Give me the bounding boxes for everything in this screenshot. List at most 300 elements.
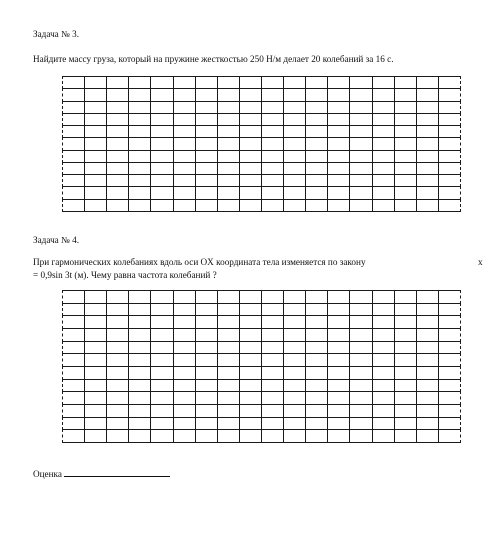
grid-cell[interactable]: [394, 290, 417, 304]
grid-cell[interactable]: [349, 88, 372, 101]
grid-cell[interactable]: [195, 101, 218, 114]
grid-cell[interactable]: [239, 137, 262, 150]
grid-cell[interactable]: [150, 113, 173, 126]
grid-cell[interactable]: [283, 162, 306, 175]
grid-cell[interactable]: [394, 366, 417, 380]
grid-cell[interactable]: [261, 429, 284, 443]
grid-cell[interactable]: [84, 290, 107, 304]
grid-cell[interactable]: [195, 341, 218, 355]
grid-cell[interactable]: [261, 186, 284, 199]
grid-cell[interactable]: [173, 290, 196, 304]
grid-cell[interactable]: [84, 417, 107, 431]
grid-cell[interactable]: [305, 199, 328, 212]
grid-cell[interactable]: [327, 199, 350, 212]
grid-cell[interactable]: [394, 162, 417, 175]
grid-cell[interactable]: [261, 417, 284, 431]
grid-cell[interactable]: [327, 162, 350, 175]
grid-cell[interactable]: [372, 88, 395, 101]
grid-cell[interactable]: [62, 379, 85, 393]
grid-cell[interactable]: [327, 101, 350, 114]
grid-cell[interactable]: [84, 391, 107, 405]
grid-cell[interactable]: [128, 366, 151, 380]
grade-signature-line[interactable]: [64, 468, 170, 477]
grid-cell[interactable]: [394, 303, 417, 317]
grid-cell[interactable]: [283, 366, 306, 380]
grid-cell[interactable]: [150, 303, 173, 317]
grid-cell[interactable]: [416, 88, 439, 101]
grid-cell[interactable]: [173, 186, 196, 199]
grid-cell[interactable]: [106, 150, 129, 163]
grid-cell[interactable]: [261, 290, 284, 304]
grid-cell[interactable]: [217, 101, 240, 114]
grid-cell[interactable]: [173, 429, 196, 443]
grid-cell[interactable]: [349, 429, 372, 443]
grid-cell[interactable]: [283, 341, 306, 355]
grid-cell[interactable]: [416, 429, 439, 443]
grid-cell[interactable]: [261, 162, 284, 175]
grid-cell[interactable]: [327, 341, 350, 355]
grid-cell[interactable]: [327, 353, 350, 367]
grid-cell[interactable]: [62, 186, 85, 199]
grid-cell[interactable]: [62, 76, 85, 89]
grid-cell[interactable]: [327, 391, 350, 405]
grid-cell[interactable]: [217, 366, 240, 380]
grid-cell[interactable]: [173, 150, 196, 163]
grid-cell[interactable]: [84, 315, 107, 329]
grid-cell[interactable]: [394, 186, 417, 199]
grid-cell[interactable]: [283, 353, 306, 367]
grid-cell[interactable]: [150, 162, 173, 175]
grid-cell[interactable]: [128, 101, 151, 114]
grid-cell[interactable]: [349, 341, 372, 355]
grid-cell[interactable]: [394, 137, 417, 150]
grid-cell[interactable]: [305, 174, 328, 187]
grid-cell[interactable]: [283, 125, 306, 138]
grid-cell[interactable]: [372, 366, 395, 380]
grid-cell[interactable]: [84, 303, 107, 317]
grid-cell[interactable]: [416, 366, 439, 380]
grid-cell[interactable]: [62, 137, 85, 150]
grid-cell[interactable]: [349, 391, 372, 405]
grid-cell[interactable]: [195, 76, 218, 89]
grid-cell[interactable]: [416, 186, 439, 199]
grid-cell[interactable]: [173, 404, 196, 418]
grid-cell[interactable]: [283, 150, 306, 163]
grid-cell[interactable]: [283, 88, 306, 101]
grid-cell[interactable]: [217, 391, 240, 405]
grid-cell[interactable]: [239, 125, 262, 138]
grid-cell[interactable]: [217, 290, 240, 304]
grid-cell[interactable]: [438, 101, 461, 114]
grid-cell[interactable]: [305, 391, 328, 405]
grid-cell[interactable]: [217, 341, 240, 355]
grid-cell[interactable]: [349, 315, 372, 329]
grid-cell[interactable]: [372, 341, 395, 355]
grid-cell[interactable]: [150, 404, 173, 418]
grid-cell[interactable]: [394, 429, 417, 443]
grid-cell[interactable]: [195, 125, 218, 138]
grid-cell[interactable]: [305, 353, 328, 367]
grid-cell[interactable]: [239, 379, 262, 393]
grid-cell[interactable]: [106, 290, 129, 304]
grid-cell[interactable]: [372, 353, 395, 367]
grid-cell[interactable]: [62, 290, 85, 304]
grid-cell[interactable]: [217, 417, 240, 431]
grid-cell[interactable]: [173, 137, 196, 150]
grid-cell[interactable]: [416, 417, 439, 431]
grid-cell[interactable]: [327, 76, 350, 89]
grid-cell[interactable]: [106, 137, 129, 150]
grid-cell[interactable]: [150, 341, 173, 355]
grid-cell[interactable]: [106, 101, 129, 114]
grid-cell[interactable]: [394, 150, 417, 163]
grid-cell[interactable]: [438, 417, 461, 431]
grid-cell[interactable]: [128, 391, 151, 405]
grid-cell[interactable]: [372, 379, 395, 393]
grid-cell[interactable]: [84, 199, 107, 212]
grid-cell[interactable]: [62, 353, 85, 367]
grid-cell[interactable]: [283, 290, 306, 304]
grid-cell[interactable]: [305, 88, 328, 101]
grid-cell[interactable]: [84, 162, 107, 175]
grid-cell[interactable]: [305, 417, 328, 431]
grid-cell[interactable]: [62, 341, 85, 355]
grid-cell[interactable]: [438, 186, 461, 199]
grid-cell[interactable]: [416, 76, 439, 89]
grid-cell[interactable]: [84, 125, 107, 138]
grid-cell[interactable]: [416, 391, 439, 405]
grid-cell[interactable]: [62, 303, 85, 317]
grid-cell[interactable]: [394, 125, 417, 138]
grid-cell[interactable]: [438, 379, 461, 393]
grid-cell[interactable]: [84, 379, 107, 393]
grid-cell[interactable]: [195, 315, 218, 329]
grid-cell[interactable]: [416, 137, 439, 150]
grid-cell[interactable]: [394, 199, 417, 212]
grid-cell[interactable]: [62, 366, 85, 380]
grid-cell[interactable]: [239, 391, 262, 405]
grid-cell[interactable]: [217, 162, 240, 175]
grid-cell[interactable]: [305, 113, 328, 126]
grid-cell[interactable]: [217, 125, 240, 138]
grid-cell[interactable]: [239, 101, 262, 114]
grid-cell[interactable]: [305, 101, 328, 114]
grid-cell[interactable]: [305, 328, 328, 342]
grid-cell[interactable]: [327, 315, 350, 329]
grid-cell[interactable]: [173, 101, 196, 114]
grid-cell[interactable]: [283, 76, 306, 89]
grid-cell[interactable]: [195, 303, 218, 317]
grid-cell[interactable]: [150, 391, 173, 405]
grid-cell[interactable]: [128, 328, 151, 342]
grid-cell[interactable]: [173, 366, 196, 380]
grid-cell[interactable]: [84, 150, 107, 163]
grid-cell[interactable]: [239, 429, 262, 443]
grid-cell[interactable]: [195, 174, 218, 187]
grid-cell[interactable]: [128, 315, 151, 329]
grid-cell[interactable]: [394, 391, 417, 405]
grid-cell[interactable]: [305, 186, 328, 199]
grid-cell[interactable]: [217, 404, 240, 418]
grid-cell[interactable]: [128, 199, 151, 212]
grid-cell[interactable]: [438, 353, 461, 367]
grid-cell[interactable]: [416, 150, 439, 163]
grid-cell[interactable]: [438, 404, 461, 418]
grid-cell[interactable]: [84, 174, 107, 187]
grid-cell[interactable]: [239, 353, 262, 367]
grid-cell[interactable]: [106, 353, 129, 367]
grid-cell[interactable]: [217, 199, 240, 212]
grid-cell[interactable]: [106, 341, 129, 355]
grid-cell[interactable]: [173, 417, 196, 431]
grid-cell[interactable]: [283, 315, 306, 329]
grid-cell[interactable]: [62, 162, 85, 175]
grid-cell[interactable]: [62, 125, 85, 138]
grid-cell[interactable]: [372, 391, 395, 405]
grid-cell[interactable]: [150, 76, 173, 89]
grid-cell[interactable]: [416, 162, 439, 175]
grid-cell[interactable]: [84, 113, 107, 126]
grid-cell[interactable]: [438, 199, 461, 212]
grid-cell[interactable]: [349, 366, 372, 380]
grid-cell[interactable]: [416, 174, 439, 187]
grid-cell[interactable]: [327, 186, 350, 199]
grid-cell[interactable]: [217, 379, 240, 393]
grid-cell[interactable]: [150, 379, 173, 393]
grid-cell[interactable]: [195, 113, 218, 126]
grid-cell[interactable]: [283, 417, 306, 431]
grid-cell[interactable]: [84, 88, 107, 101]
grid-cell[interactable]: [261, 137, 284, 150]
grid-cell[interactable]: [239, 76, 262, 89]
grid-cell[interactable]: [62, 113, 85, 126]
grid-cell[interactable]: [217, 150, 240, 163]
grid-cell[interactable]: [128, 76, 151, 89]
grid-cell[interactable]: [195, 290, 218, 304]
grid-cell[interactable]: [173, 199, 196, 212]
grid-cell[interactable]: [106, 404, 129, 418]
grid-cell[interactable]: [438, 290, 461, 304]
grid-cell[interactable]: [438, 150, 461, 163]
grid-cell[interactable]: [327, 113, 350, 126]
grid-cell[interactable]: [305, 125, 328, 138]
grid-cell[interactable]: [305, 404, 328, 418]
grid-cell[interactable]: [261, 76, 284, 89]
grid-cell[interactable]: [394, 174, 417, 187]
grid-cell[interactable]: [394, 113, 417, 126]
grid-cell[interactable]: [261, 391, 284, 405]
grid-cell[interactable]: [349, 328, 372, 342]
grid-cell[interactable]: [261, 101, 284, 114]
grid-cell[interactable]: [327, 429, 350, 443]
grid-cell[interactable]: [305, 76, 328, 89]
grid-cell[interactable]: [261, 353, 284, 367]
grid-cell[interactable]: [84, 101, 107, 114]
grid-cell[interactable]: [84, 404, 107, 418]
grid-cell[interactable]: [195, 162, 218, 175]
grid-cell[interactable]: [150, 137, 173, 150]
grid-cell[interactable]: [128, 113, 151, 126]
grid-cell[interactable]: [128, 341, 151, 355]
grid-cell[interactable]: [438, 341, 461, 355]
grid-cell[interactable]: [305, 429, 328, 443]
grid-cell[interactable]: [283, 391, 306, 405]
grid-cell[interactable]: [150, 328, 173, 342]
grid-cell[interactable]: [283, 328, 306, 342]
grid-cell[interactable]: [261, 379, 284, 393]
grid-cell[interactable]: [327, 328, 350, 342]
grid-cell[interactable]: [349, 303, 372, 317]
grid-cell[interactable]: [372, 174, 395, 187]
grid-cell[interactable]: [173, 379, 196, 393]
grid-cell[interactable]: [217, 88, 240, 101]
grid-cell[interactable]: [239, 341, 262, 355]
grid-cell[interactable]: [106, 417, 129, 431]
grid-cell[interactable]: [349, 290, 372, 304]
grid-cell[interactable]: [372, 417, 395, 431]
grid-cell[interactable]: [305, 315, 328, 329]
grid-cell[interactable]: [372, 186, 395, 199]
grid-cell[interactable]: [150, 174, 173, 187]
grid-cell[interactable]: [217, 174, 240, 187]
grid-cell[interactable]: [128, 162, 151, 175]
grid-cell[interactable]: [394, 101, 417, 114]
grid-cell[interactable]: [349, 199, 372, 212]
grid-cell[interactable]: [261, 404, 284, 418]
grid-cell[interactable]: [62, 150, 85, 163]
grid-cell[interactable]: [372, 101, 395, 114]
grid-cell[interactable]: [305, 303, 328, 317]
grid-cell[interactable]: [195, 417, 218, 431]
grid-cell[interactable]: [416, 404, 439, 418]
grid-cell[interactable]: [128, 150, 151, 163]
grid-cell[interactable]: [438, 137, 461, 150]
grid-cell[interactable]: [217, 186, 240, 199]
grid-cell[interactable]: [106, 199, 129, 212]
grid-cell[interactable]: [173, 162, 196, 175]
grid-cell[interactable]: [283, 113, 306, 126]
grid-cell[interactable]: [416, 379, 439, 393]
grid-cell[interactable]: [349, 174, 372, 187]
grid-cell[interactable]: [217, 353, 240, 367]
grid-cell[interactable]: [305, 150, 328, 163]
grid-cell[interactable]: [128, 186, 151, 199]
grid-cell[interactable]: [150, 315, 173, 329]
grid-cell[interactable]: [305, 137, 328, 150]
grid-cell[interactable]: [372, 162, 395, 175]
grid-cell[interactable]: [239, 150, 262, 163]
grid-cell[interactable]: [150, 186, 173, 199]
grid-cell[interactable]: [372, 303, 395, 317]
grid-cell[interactable]: [173, 88, 196, 101]
grid-cell[interactable]: [283, 186, 306, 199]
grid-cell[interactable]: [173, 174, 196, 187]
grid-cell[interactable]: [62, 88, 85, 101]
grid-cell[interactable]: [372, 328, 395, 342]
grid-cell[interactable]: [217, 429, 240, 443]
grid-cell[interactable]: [327, 303, 350, 317]
grid-cell[interactable]: [128, 88, 151, 101]
grid-cell[interactable]: [349, 76, 372, 89]
grid-cell[interactable]: [217, 315, 240, 329]
grid-cell[interactable]: [84, 76, 107, 89]
grid-cell[interactable]: [217, 113, 240, 126]
grid-cell[interactable]: [84, 366, 107, 380]
grid-cell[interactable]: [327, 379, 350, 393]
grid-cell[interactable]: [261, 366, 284, 380]
grid-cell[interactable]: [416, 315, 439, 329]
grid-cell[interactable]: [438, 303, 461, 317]
grid-cell[interactable]: [128, 137, 151, 150]
grid-cell[interactable]: [438, 315, 461, 329]
grid-cell[interactable]: [438, 88, 461, 101]
grid-cell[interactable]: [327, 88, 350, 101]
grid-cell[interactable]: [84, 429, 107, 443]
grid-cell[interactable]: [416, 353, 439, 367]
grid-cell[interactable]: [150, 88, 173, 101]
grid-cell[interactable]: [283, 137, 306, 150]
grid-cell[interactable]: [349, 186, 372, 199]
grid-cell[interactable]: [106, 76, 129, 89]
grid-cell[interactable]: [128, 303, 151, 317]
grid-cell[interactable]: [195, 391, 218, 405]
grid-cell[interactable]: [416, 290, 439, 304]
grid-cell[interactable]: [195, 366, 218, 380]
grid-cell[interactable]: [150, 290, 173, 304]
grid-cell[interactable]: [372, 150, 395, 163]
grid-cell[interactable]: [150, 417, 173, 431]
grid-cell[interactable]: [416, 303, 439, 317]
grid-cell[interactable]: [106, 379, 129, 393]
grid-cell[interactable]: [283, 101, 306, 114]
grid-cell[interactable]: [261, 199, 284, 212]
grid-cell[interactable]: [327, 137, 350, 150]
grid-cell[interactable]: [305, 162, 328, 175]
grid-cell[interactable]: [239, 113, 262, 126]
grid-cell[interactable]: [195, 88, 218, 101]
grid-cell[interactable]: [305, 290, 328, 304]
grid-cell[interactable]: [394, 76, 417, 89]
grid-cell[interactable]: [84, 341, 107, 355]
grid-cell[interactable]: [128, 353, 151, 367]
grid-cell[interactable]: [62, 328, 85, 342]
grid-cell[interactable]: [349, 379, 372, 393]
grid-cell[interactable]: [106, 328, 129, 342]
grid-cell[interactable]: [261, 328, 284, 342]
grid-cell[interactable]: [283, 199, 306, 212]
grid-cell[interactable]: [349, 417, 372, 431]
grid-cell[interactable]: [62, 199, 85, 212]
grid-cell[interactable]: [305, 341, 328, 355]
grid-cell[interactable]: [84, 328, 107, 342]
grid-cell[interactable]: [195, 353, 218, 367]
grid-cell[interactable]: [239, 366, 262, 380]
grid-cell[interactable]: [438, 174, 461, 187]
grid-cell[interactable]: [349, 113, 372, 126]
grid-cell[interactable]: [195, 328, 218, 342]
grid-cell[interactable]: [217, 328, 240, 342]
grid-cell[interactable]: [62, 417, 85, 431]
grid-cell[interactable]: [106, 174, 129, 187]
grid-cell[interactable]: [261, 88, 284, 101]
grid-cell[interactable]: [173, 76, 196, 89]
grid-cell[interactable]: [173, 315, 196, 329]
grid-cell[interactable]: [394, 417, 417, 431]
grid-cell[interactable]: [438, 366, 461, 380]
grid-cell[interactable]: [173, 391, 196, 405]
grid-cell[interactable]: [305, 366, 328, 380]
grid-cell[interactable]: [173, 303, 196, 317]
